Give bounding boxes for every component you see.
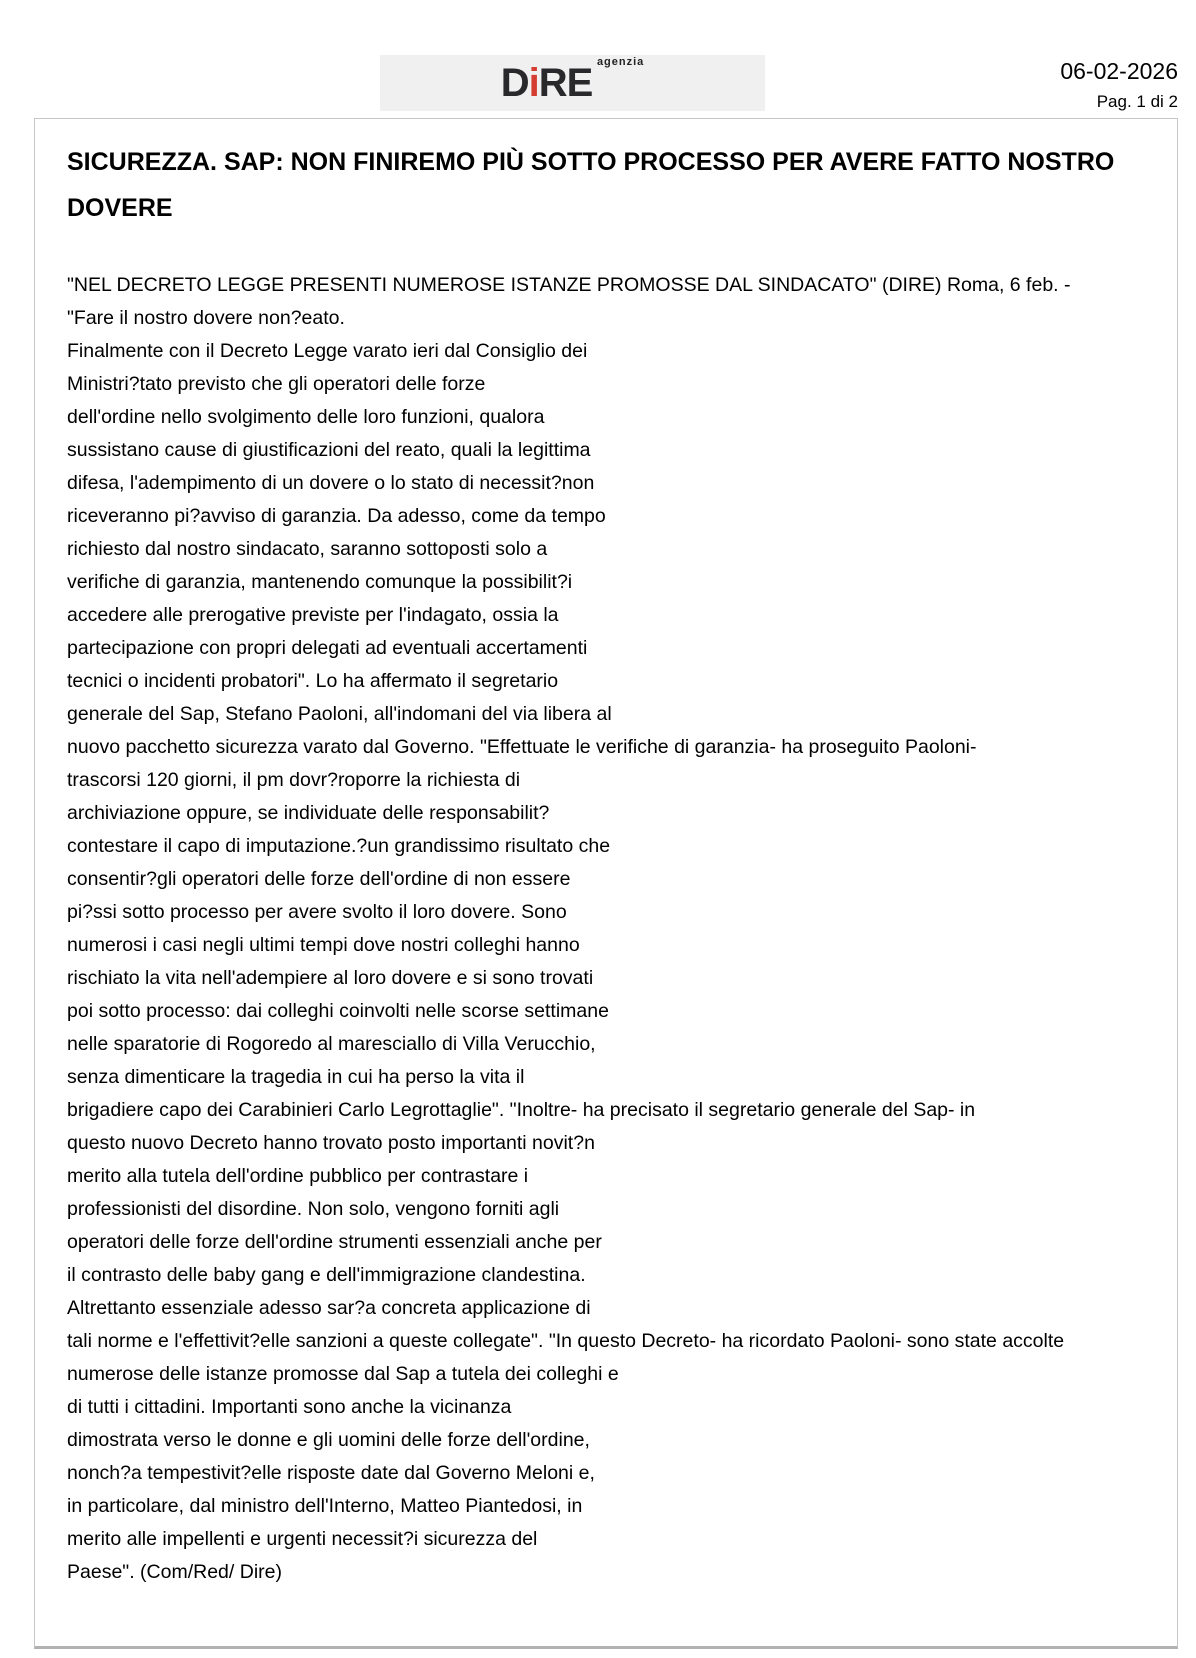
body-text-line: "Fare il nostro dovere non?eato. (67, 307, 345, 329)
body-text-line: nuovo pacchetto sicurezza varato dal Governo. "Effettuate le verifiche di garanzia- ha proseguito Paoloni- (67, 736, 977, 758)
body-text-line: accedere alle prerogative previste per l'indagato, ossia la (67, 604, 559, 626)
body-text-line: Altrettanto essenziale adesso sar?a concreta applicazione di (67, 1297, 591, 1319)
body-text-line: generale del Sap, Stefano Paoloni, all'indomani del via libera al (67, 703, 612, 725)
body-text-line: merito alle impellenti e urgenti necessit?i sicurezza del (67, 1528, 538, 1550)
article-title: SICUREZZA. SAP: NON FINIREMO PIÙ SOTTO PROCESSO PER AVERE FATTO NOSTRO DOVERE (67, 148, 1115, 222)
body-text-line: di tutti i cittadini. Importanti sono anche la vicinanza (67, 1396, 512, 1418)
body-text-line: Finalmente con il Decreto Legge varato ieri dal Consiglio dei (67, 340, 588, 362)
page-number-label: Pag. 1 di 2 (1096, 92, 1178, 111)
body-text-line: sussistano cause di giustificazioni del reato, quali la legittima (67, 439, 591, 461)
body-text-line: numerose delle istanze promosse dal Sap a tutela dei colleghi e (67, 1363, 619, 1385)
body-text-line: rischiato la vita nell'adempiere al loro dovere e si sono trovati (67, 967, 594, 989)
body-text-line: contestare il capo di imputazione.?un grandissimo risultato che (67, 835, 611, 857)
body-text-line: difesa, l'adempimento di un dovere o lo stato di necessit?non (67, 472, 595, 494)
body-text-line: Ministri?tato previsto che gli operatori delle forze (67, 373, 486, 395)
body-text-line: richiesto dal nostro sindacato, saranno sottoposti solo a (67, 538, 548, 560)
dire-logo-wordmark (500, 56, 645, 105)
agency-logo (380, 55, 765, 111)
logo-letter-d: D (500, 61, 529, 105)
logo-letters-re: RE (538, 61, 593, 105)
body-text-line: poi sotto processo: dai colleghi coinvolti nelle scorse settimane (67, 1000, 609, 1022)
body-text-line: riceveranno pi?avviso di garanzia. Da adesso, come da tempo (67, 505, 606, 527)
body-text-line: archiviazione oppure, se individuate delle responsabilit? (67, 802, 550, 824)
body-text-line: operatori delle forze dell'ordine strumenti essenziali anche per (67, 1231, 602, 1253)
article-frame (34, 118, 1178, 1649)
date-label: 06-02-2026 (1060, 58, 1178, 84)
body-text-line: merito alla tutela dell'ordine pubblico per contrastare i (67, 1165, 529, 1187)
body-text-line: senza dimenticare la tragedia in cui ha perso la vita il (67, 1066, 525, 1088)
body-text-line: questo nuovo Decreto hanno trovato posto importanti novit?n (67, 1132, 595, 1154)
body-text-line: pi?ssi sotto processo per avere svolto il loro dovere. Sono (67, 901, 567, 923)
body-text-line: partecipazione con propri delegati ad eventuali accertamenti (67, 637, 588, 659)
body-text-line: tali norme e l'effettivit?elle sanzioni a queste collegate". "In questo Decreto- ha ricordato Paoloni- sono state accolte (67, 1330, 1065, 1352)
body-text-line: nonch?a tempestivit?elle risposte date dal Governo Meloni e, (67, 1462, 595, 1484)
article-body (67, 269, 1175, 1589)
logo-tagline: agenzia (596, 56, 645, 68)
logo-letter-i: i (528, 61, 539, 105)
body-text-line: nelle sparatorie di Rogoredo al maresciallo di Villa Verucchio, (67, 1033, 596, 1055)
body-text-line: professionisti del disordine. Non solo, vengono forniti agli (67, 1198, 560, 1220)
body-text-line: in particolare, dal ministro dell'Interno, Matteo Piantedosi, in (67, 1495, 583, 1517)
body-text-line: brigadiere capo dei Carabinieri Carlo Legrottaglie". "Inoltre- ha precisato il segretario generale del Sap- in (67, 1099, 976, 1121)
body-text-line: consentir?gli operatori delle forze dell'ordine di non essere (67, 868, 571, 890)
body-text-line: numerosi i casi negli ultimi tempi dove nostri colleghi hanno (67, 934, 580, 956)
body-text-line: trascorsi 120 giorni, il pm dovr?roporre la richiesta di (67, 769, 521, 791)
body-text-line: tecnici o incidenti probatori". Lo ha affermato il segretario (67, 670, 559, 692)
body-text-line: Paese". (Com/Red/ Dire) (67, 1561, 282, 1583)
body-text-line: verifiche di garanzia, mantenendo comunque la possibilit?i (67, 571, 573, 593)
body-text-line: dimostrata verso le donne e gli uomini delle forze dell'ordine, (67, 1429, 590, 1451)
body-text-line: "NEL DECRETO LEGGE PRESENTI NUMEROSE ISTANZE PROMOSSE DAL SINDACATO" (DIRE) Roma, 6 feb. - (67, 274, 1071, 296)
body-text-line: dell'ordine nello svolgimento delle loro funzioni, qualora (67, 406, 545, 428)
body-text-line: il contrasto delle baby gang e dell'immigrazione clandestina. (67, 1264, 586, 1286)
